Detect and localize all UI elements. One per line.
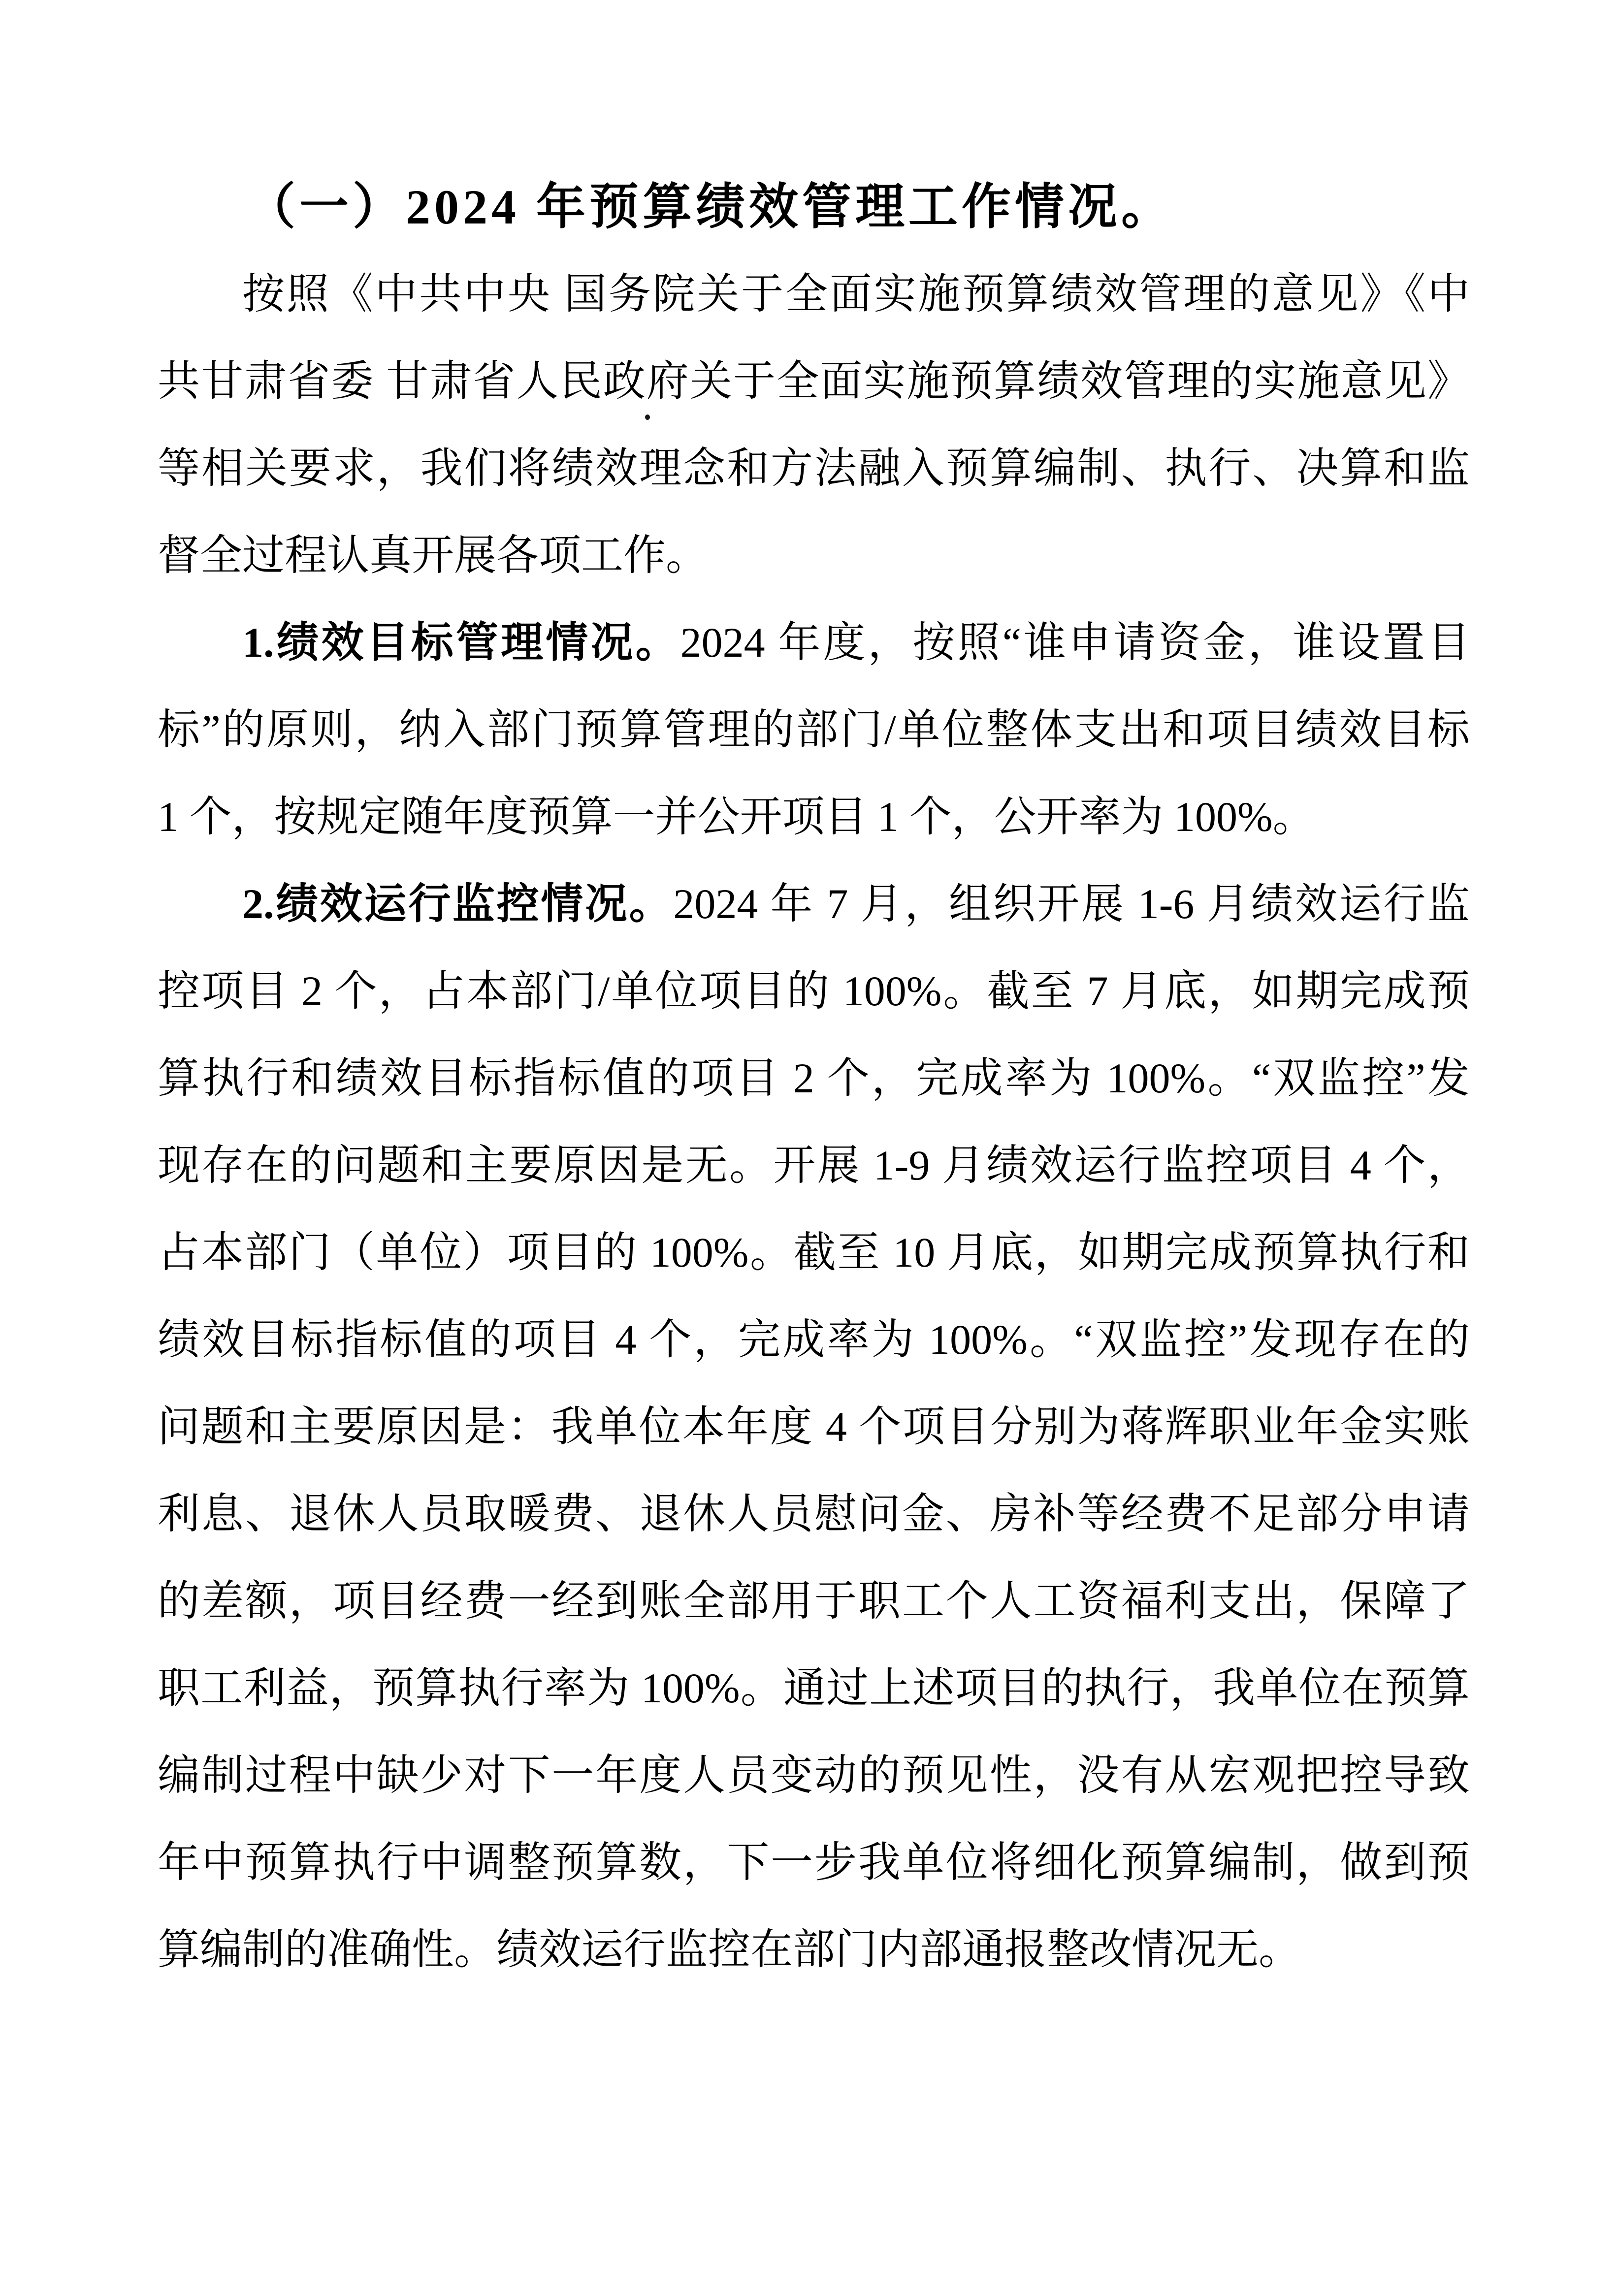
paragraph-performance-monitoring	[158, 861, 1470, 1993]
text-run: 的差额，项目经费一经到账全部用于职工个人工资福利支出，保障了	[158, 1577, 1470, 1625]
text-line	[158, 1558, 1470, 1645]
text-run: 职工利益，预算执行率为 100%。通过上述项目的执行，我单位在预算	[158, 1664, 1470, 1712]
text-run: 控项目 2 个，占本部门/单位项目的 100%。截至 7 月底，如期完成预	[158, 967, 1470, 1015]
bold-run: 2.绩效运行监控情况。	[242, 880, 674, 927]
text-line	[158, 1906, 1470, 1993]
text-line	[158, 686, 1470, 773]
text-run: 1 个，按规定随年度预算一并公开项目 1 个，公开率为 100%。	[158, 793, 1315, 840]
text-line	[158, 1732, 1470, 1819]
text-run: 算执行和绩效目标指标值的项目 2 个，完成率为 100%。“双监控”发	[158, 1054, 1470, 1102]
text-line	[158, 425, 1470, 512]
text-line	[158, 251, 1470, 338]
text-run: 按照《中共中央 国务院关于全面实施预算绩效管理的意见》《中	[242, 270, 1470, 318]
text-line	[158, 1819, 1470, 1906]
text-line	[158, 1209, 1470, 1296]
text-line	[158, 1645, 1470, 1732]
text-run: 利息、退休人员取暖费、退休人员慰问金、房补等经费不足部分申请	[158, 1490, 1470, 1537]
paragraph-intro	[158, 251, 1470, 599]
text-run: 2024 年度，按照“谁申请资金，谁设置目	[680, 619, 1470, 666]
text-line	[158, 773, 1470, 861]
document-body	[158, 163, 1470, 1993]
paragraph-performance-targets	[158, 599, 1470, 861]
text-run: 绩效目标指标值的项目 4 个，完成率为 100%。“双监控”发现存在的	[158, 1316, 1470, 1363]
text-run: 等相关要求，我们将绩效理念和方法融入预算编制、执行、决算和监	[158, 445, 1470, 492]
text-line	[158, 1035, 1470, 1122]
text-line	[158, 512, 1470, 599]
text-line	[158, 1296, 1470, 1383]
text-run: 标”的原则，纳入部门预算管理的部门/单位整体支出和项目绩效目标	[158, 706, 1470, 753]
text-line	[158, 948, 1470, 1035]
text-run: 问题和主要原因是：我单位本年度 4 个项目分别为蒋辉职业年金实账	[158, 1403, 1470, 1450]
text-run: 现存在的问题和主要原因是无。开展 1-9 月绩效运行监控项目 4 个，	[158, 1142, 1470, 1189]
text-line	[158, 599, 1470, 686]
text-run: 年中预算执行中调整预算数，下一步我单位将细化预算编制，做到预	[158, 1839, 1470, 1886]
text-line	[158, 1383, 1470, 1470]
text-run: 占本部门（单位）项目的 100%。截至 10 月底，如期完成预算执行和	[158, 1229, 1470, 1276]
text-run: 算编制的准确性。绩效运行监控在部门内部通报整改情况无。	[158, 1926, 1301, 1973]
text-run: 督全过程认真开展各项工作。	[158, 532, 708, 579]
text-line	[158, 338, 1470, 425]
text-line	[158, 861, 1470, 948]
text-line	[158, 1122, 1470, 1209]
text-run: 共甘肃省委 甘肃省人民政府关于全面实施预算绩效管理的实施意见》	[158, 357, 1470, 405]
text-run: 编制过程中缺少对下一年度人员变动的预见性，没有从宏观把控导致	[158, 1752, 1470, 1799]
text-line	[158, 1470, 1470, 1558]
text-run: 2024 年 7 月，组织开展 1-6 月绩效运行监	[673, 880, 1470, 927]
section-heading: （一）2024 年预算绩效管理工作情况。	[246, 180, 1174, 234]
bold-run: 1.绩效目标管理情况。	[242, 619, 680, 666]
